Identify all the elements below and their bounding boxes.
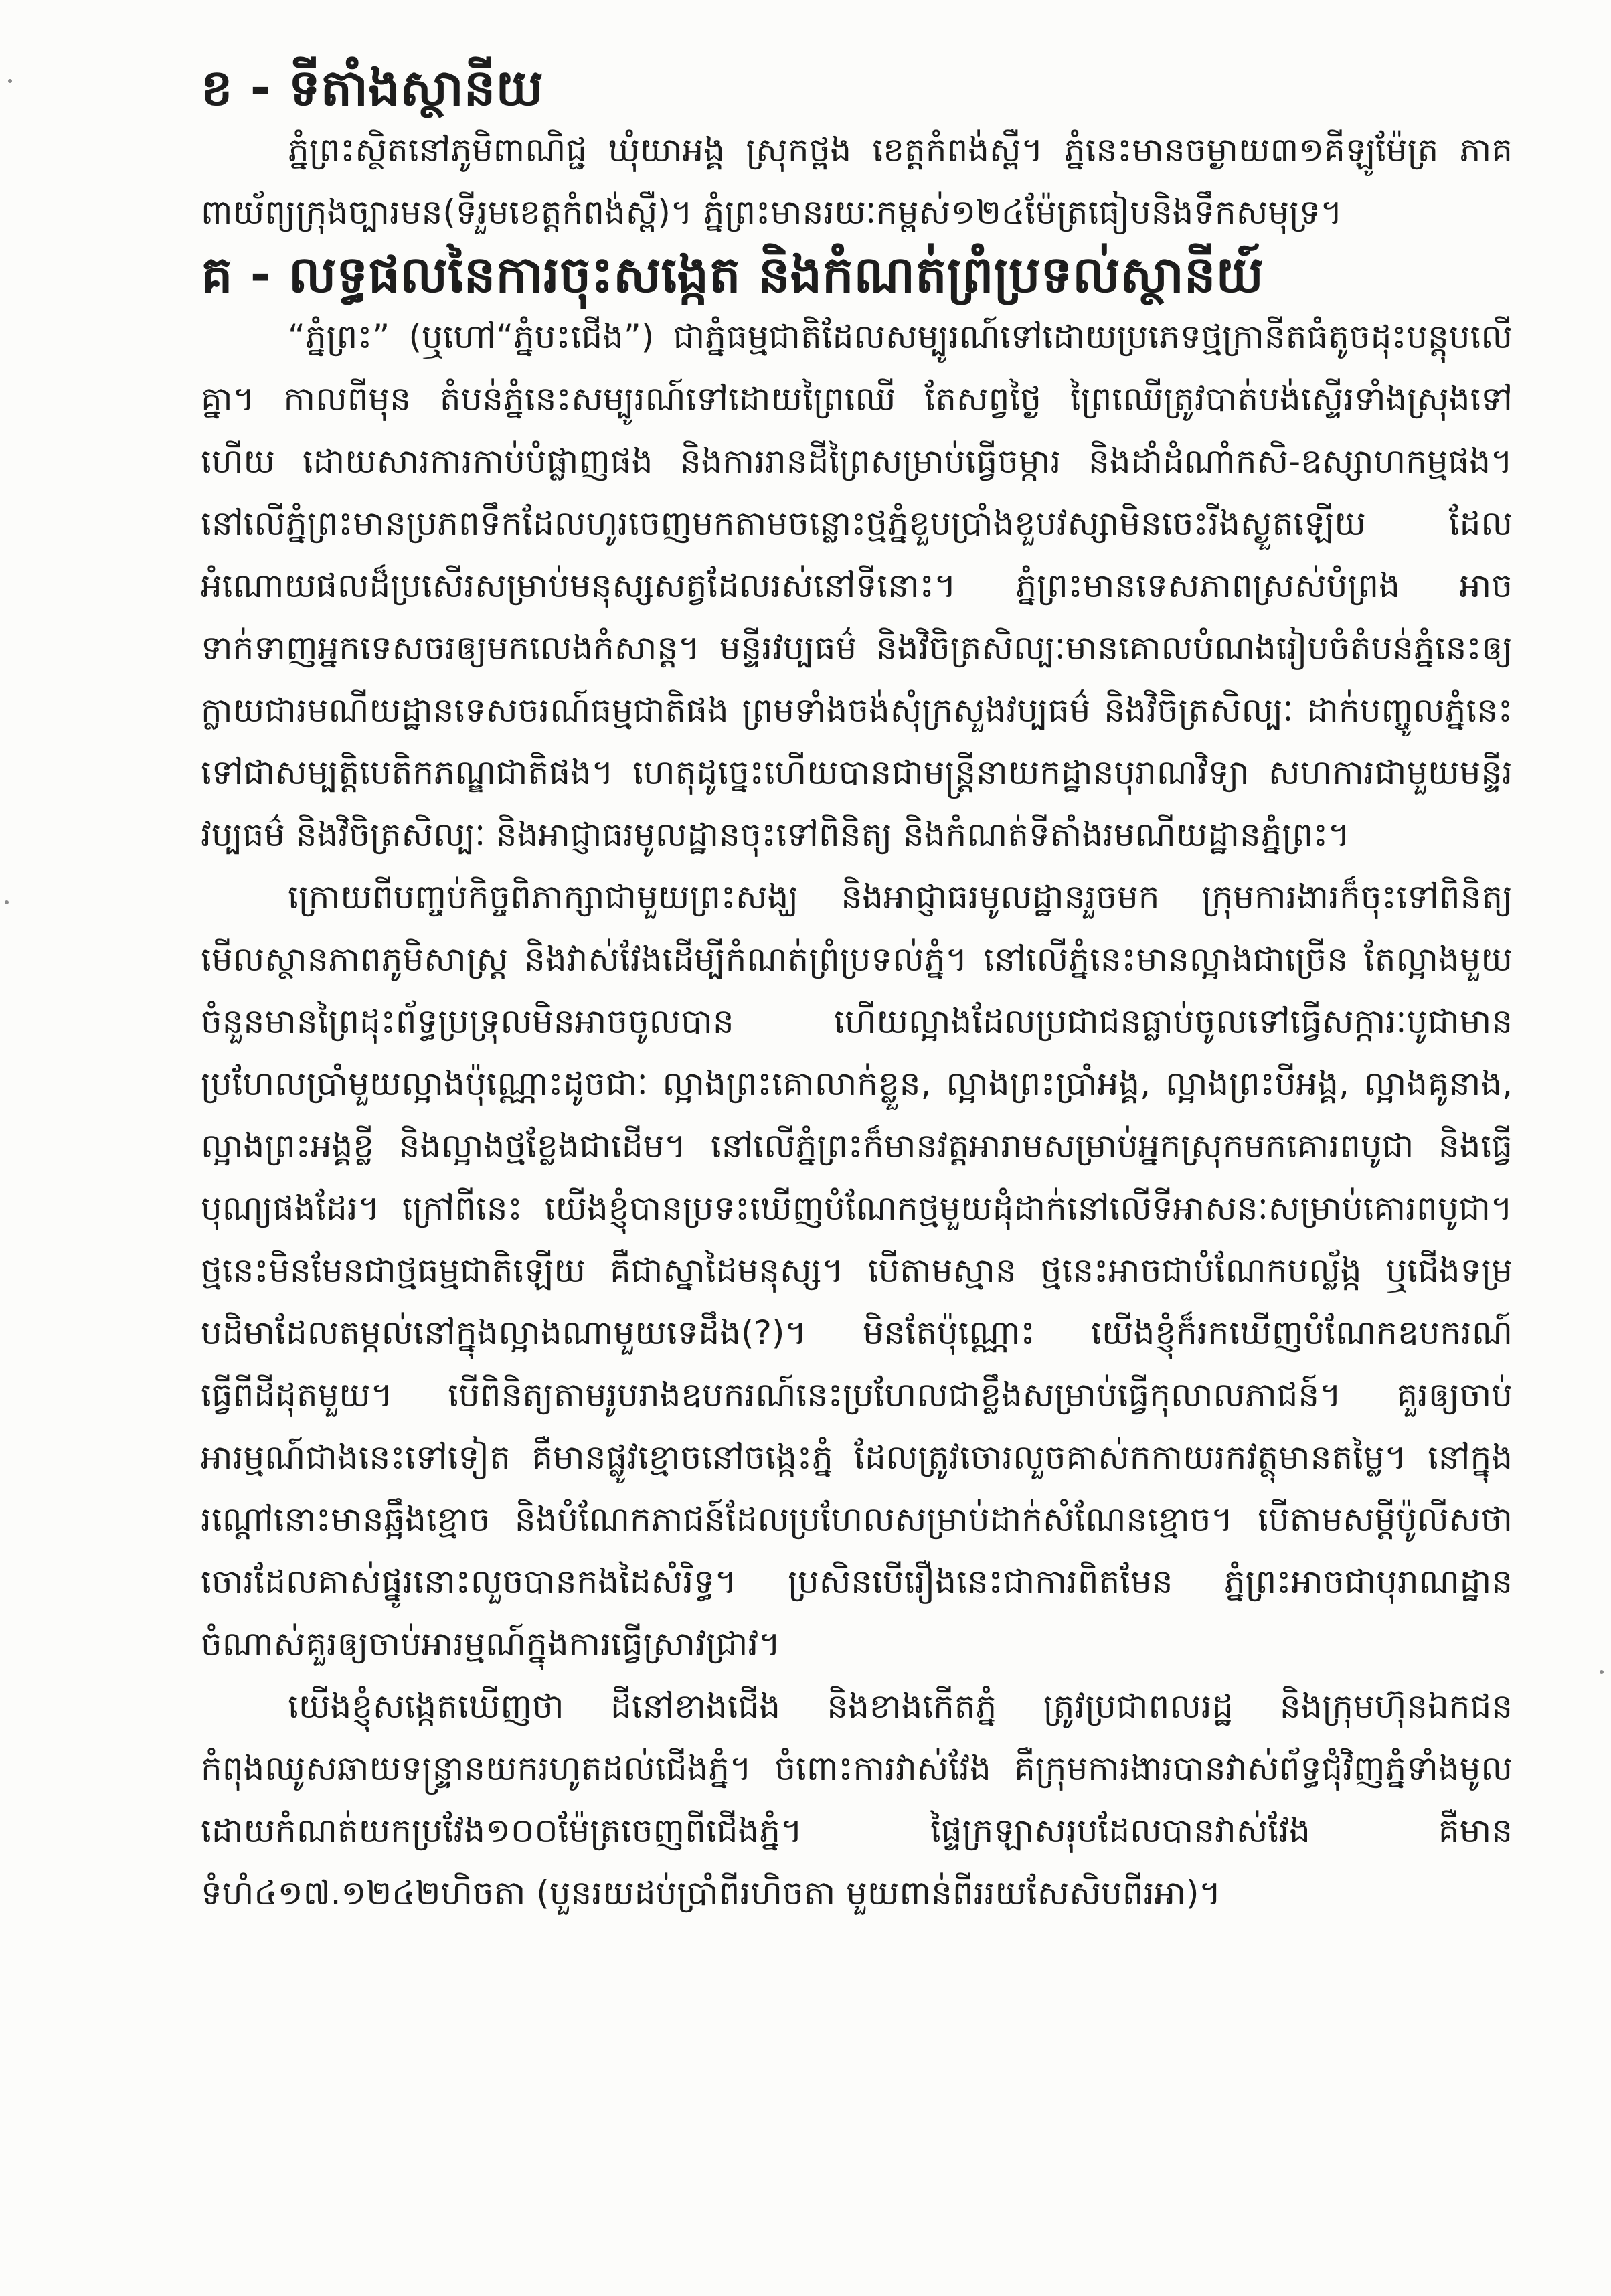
scan-speck [5,900,9,904]
section-heading-survey-results: គ - លទ្ធផលនៃការចុះសង្កេត និងកំណត់ព្រំប្រទល់ស្ថានីយ៍ [201,245,1264,304]
scan-speck [1600,1670,1604,1674]
location-paragraph: ភ្នំព្រះស្ថិតនៅភូមិពាណិជ្ជ ឃុំយាអង្គ ស្រុកថ្ពង ខេត្តកំពង់ស្ពឺ។ ភ្នំនេះមានចម្ងាយ៣១គីឡូម៉ែត្រ ភាគពាយ័ព្យក្រុងច្បារមន(ទីរួមខេត្តកំពង់ស្ពឺ)។ ភ្នំព្រះមានរយៈកម្ពស់១២៤ម៉ែត្រធៀបនិងទឹកសមុទ្រ។ [201,131,1513,232]
survey-paragraph-1: “ភ្នំព្រះ” (ឬហៅ“ភ្នំបះជើង”) ជាភ្នំធម្មជាតិដែលសម្បូរណ៍ទៅដោយប្រភេទថ្មក្រានីតធំតូចដុះបន្តុបលើគ្នា។ កាលពីមុន តំបន់ភ្នំនេះសម្បូរណ៍ទៅដោយព្រៃឈើ តែសព្វថ្ងៃ ព្រៃឈើត្រូវបាត់បង់ស្ទើរទាំងស្រុងទៅហើយ ដោយសារការកាប់បំផ្លាញផង និងការរានដីព្រៃសម្រាប់ធ្វើចម្ការ និងដាំដំណាំកសិ-ឧស្សាហកម្មផង។ នៅលើភ្នំព្រះមានប្រភពទឹកដែលហូរចេញមកតាមចន្លោះថ្មភ្នំខួបប្រាំងខួបវស្សាមិនចេះរីងស្ងួតឡើយ ដែលអំណោយផលដ៏ប្រសើរសម្រាប់មនុស្សសត្វដែលរស់នៅទីនោះ។ ភ្នំព្រះមានទេសភាពស្រស់បំព្រង អាចទាក់ទាញអ្នកទេសចរឲ្យមកលេងកំសាន្ត។ មន្ទីរវប្បធម៌ និងវិចិត្រសិល្បៈមានគោលបំណងរៀបចំតំបន់ភ្នំនេះឲ្យក្លាយជារមណីយដ្ឋានទេសចរណ៍ធម្មជាតិផង ព្រមទាំងចង់សុំក្រសួងវប្បធម៌ និងវិចិត្រសិល្បៈ ដាក់បញ្ចូលភ្នំនេះទៅជាសម្បត្តិបេតិកភណ្ឌជាតិផង។ ហេតុដូច្នេះហើយបានជាមន្ត្រីនាយកដ្ឋានបុរាណវិទ្យា សហការជាមួយមន្ទីរវប្បធម៌ និងវិចិត្រសិល្បៈ និងអាជ្ញាធរមូលដ្ឋានចុះទៅពិនិត្យ និងកំណត់ទីតាំងរមណីយដ្ឋានភ្នំព្រះ។ [201,317,1513,854]
section-heading-location: ខ - ទីតាំងស្ថានីយ [201,58,543,117]
survey-paragraph-2: ក្រោយពីបញ្ចប់កិច្ចពិភាក្សាជាមួយព្រះសង្ឃ និងអាជ្ញាធរមូលដ្ឋានរួចមក ក្រុមការងារក៏ចុះទៅពិនិត្យមើលស្ថានភាពភូមិសាស្ត្រ និងវាស់វែងដើម្បីកំណត់ព្រំប្រទល់ភ្នំ។ នៅលើភ្នំនេះមានល្អាងជាច្រើន តែល្អាងមួយចំនួនមានព្រៃដុះព័ទ្ធប្រទ្រុលមិនអាចចូលបាន ហើយល្អាងដែលប្រជាជនធ្លាប់ចូលទៅធ្វើសក្ការៈបូជាមានប្រហែលប្រាំមួយល្អាងប៉ុណ្ណោះដូចជាៈ ល្អាងព្រះគោលាក់ខ្លួន, ល្អាងព្រះប្រាំអង្គ, ល្អាងព្រះបីអង្គ, ល្អាងគូនាង, ល្អាងព្រះអង្គខ្លី និងល្អាងថ្មខ្លែងជាដើម។ នៅលើភ្នំព្រះក៏មានវត្តអារាមសម្រាប់អ្នកស្រុកមកគោរពបូជា និងធ្វើបុណ្យផងដែរ។ ក្រៅពីនេះ យើងខ្ញុំបានប្រទះឃើញបំណែកថ្មមួយដុំដាក់នៅលើទីអាសនៈសម្រាប់គោរពបូជា។ ថ្មនេះមិនមែនជាថ្មធម្មជាតិឡើយ គឺជាស្នាដៃមនុស្ស។ បើតាមស្មាន ថ្មនេះអាចជាបំណែកបល្ល័ង្ក ឬជើងទម្របដិមាដែលតម្កល់នៅក្នុងល្អាងណាមួយទេដឹង(?)។ មិនតែប៉ុណ្ណោះ យើងខ្ញុំក៏រកឃើញបំណែកឧបករណ៍ធ្វើពីដីដុតមួយ។ បើពិនិត្យតាមរូបរាងឧបករណ៍នេះប្រហែលជាខ្លឹងសម្រាប់ធ្វើកុលាលភាជន៍។ គួរឲ្យចាប់អារម្មណ៍ជាងនេះទៅទៀត គឺមានផ្លូវខ្មោចនៅចង្កេះភ្នំ ដែលត្រូវចោរលួចគាស់កកាយរកវត្ថុមានតម្លៃ។ នៅក្នុងរណ្តៅនោះមានឆ្អឹងខ្មោច និងបំណែកភាជន៍ដែលប្រហែលសម្រាប់ដាក់សំណែនខ្មោច។ បើតាមសម្តីប៉ូលីសថា ចោរដែលគាស់ផ្នូរនោះលួចបានកងដៃសំរិទ្ធ។ ប្រសិនបើរឿងនេះជាការពិតមែន ភ្នំព្រះអាចជាបុរាណដ្ឋានចំណាស់គួរឲ្យចាប់អារម្មណ៍ក្នុងការធ្វើស្រាវជ្រាវ។ [201,878,1513,1663]
document-body [201,57,1513,1924]
scan-speck [8,79,12,83]
survey-paragraph-3: យើងខ្ញុំសង្កេតឃើញថា ដីនៅខាងជើង និងខាងកើតភ្នំ ត្រូវប្រជាពលរដ្ឋ និងក្រុមហ៊ុនឯកជនកំពុងឈូសឆាយទន្ទ្រានយករហូតដល់ជើងភ្នំ។ ចំពោះការវាស់វែង គឺក្រុមការងារបានវាស់ព័ទ្ធជុំវិញភ្នំទាំងមូល ដោយកំណត់យកប្រវែង១០០ម៉ែត្រចេញពីជើងភ្នំ។ ផ្ទៃក្រឡាសរុបដែលបានវាស់វែង គឺមានទំហំ៤១៧.១២៤២ហិចតា (បួនរយដប់ប្រាំពីរហិចតា មួយពាន់ពីររយសែសិបពីរអា)។ [201,1687,1513,1912]
